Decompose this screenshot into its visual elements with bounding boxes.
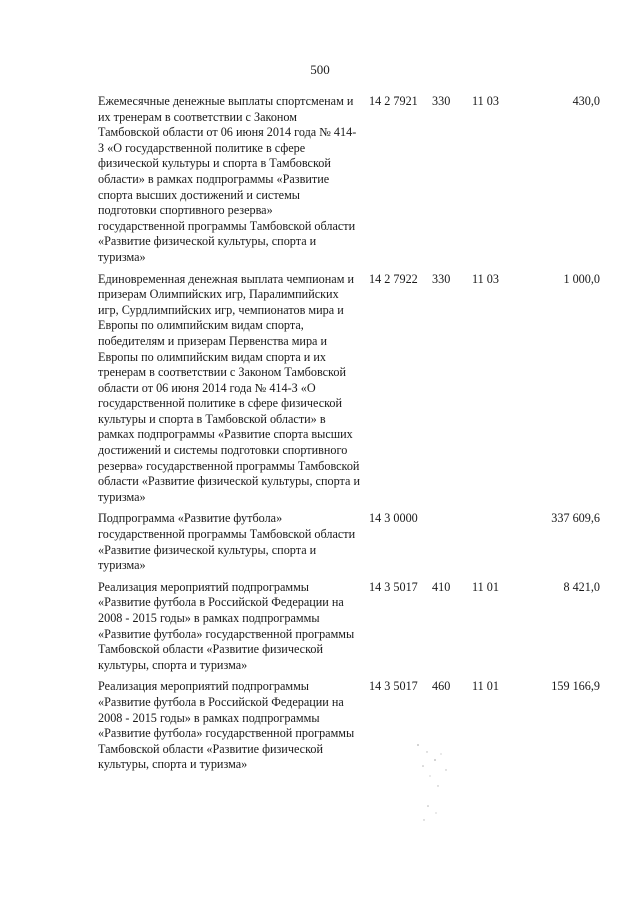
table-row (0, 580, 640, 674)
row-amount: 1 000,0 (563, 271, 600, 286)
row-expense-type: 460 (432, 679, 451, 694)
row-name: Ежемесячные денежные выплаты спортсменам и их тренерам в соответствии с Законом Тамбовской области от 06 июня 2014 года № 414-З «О государственной политике в сфере физической культуры и спорта в Тамбовской области» в рамках подпрограммы «Развитие спорта высших достижений и системы подготовки спортивного резерва» государственной программы Тамбовской области «Развитие физической культуры, спорта и туризма» (98, 94, 357, 264)
row-section: 11 03 (472, 271, 499, 286)
row-code: 14 3 0000 (369, 511, 418, 526)
row-expense-type: 410 (432, 579, 451, 594)
row-section: 11 01 (472, 679, 499, 694)
table-row (0, 511, 640, 573)
table-row (0, 272, 640, 506)
row-expense-type: 330 (432, 271, 451, 286)
table-row (0, 94, 640, 266)
row-amount: 159 166,9 (551, 679, 600, 694)
row-code: 14 3 5017 (369, 579, 418, 594)
row-amount: 337 609,6 (551, 511, 600, 526)
row-name: Подпрограмма «Развитие футбола» государственной программы Тамбовской области «Развитие физической культуры, спорта и туризма» (98, 511, 356, 573)
row-code: 14 3 5017 (369, 679, 418, 694)
row-amount: 8 421,0 (563, 579, 600, 594)
row-section: 11 03 (472, 94, 499, 108)
row-code: 14 2 7922 (369, 271, 418, 286)
row-name: Реализация мероприятий подпрограммы «Развитие футбола в Российской Федерации на 2008 - 2015 годы» в рамках подпрограммы «Развитие футбола» государственной программы Тамбовской области «Развитие физической культуры, спорта и туризма» (98, 579, 355, 672)
table-row (0, 679, 640, 773)
row-amount: 430,0 (572, 94, 600, 108)
row-code: 14 2 7921 (369, 94, 418, 108)
row-section: 11 01 (472, 579, 499, 594)
page-number: 500 (310, 62, 330, 77)
row-expense-type: 330 (432, 94, 451, 108)
budget-table (0, 94, 640, 779)
row-name: Реализация мероприятий подпрограммы «Развитие футбола в Российской Федерации на 2008 - 2015 годы» в рамках подпрограммы «Развитие футбола» государственной программы Тамбовской области «Развитие физической культуры, спорта и туризма» (98, 679, 355, 772)
row-name: Единовременная денежная выплата чемпионам и призерам Олимпийских игр, Паралимпийских игр, Сурдлимпийских игр, чемпионатов мира и Европы по олимпийским видам спорта, победителям и призерам Первенства мира и Европы по олимпийским видам спорта и их тренерам в соответствии с Законом Тамбовской области от 06 июня 2014 года № 414-З «О государственной политике в сфере физической культуры и спорта в Тамбовской области» в рамках подпрограммы «Развитие спорта высших достижений и системы подготовки спортивного резерва» государственной программы Тамбовской области «Развитие физической культуры, спорта и туризма» (98, 271, 360, 504)
